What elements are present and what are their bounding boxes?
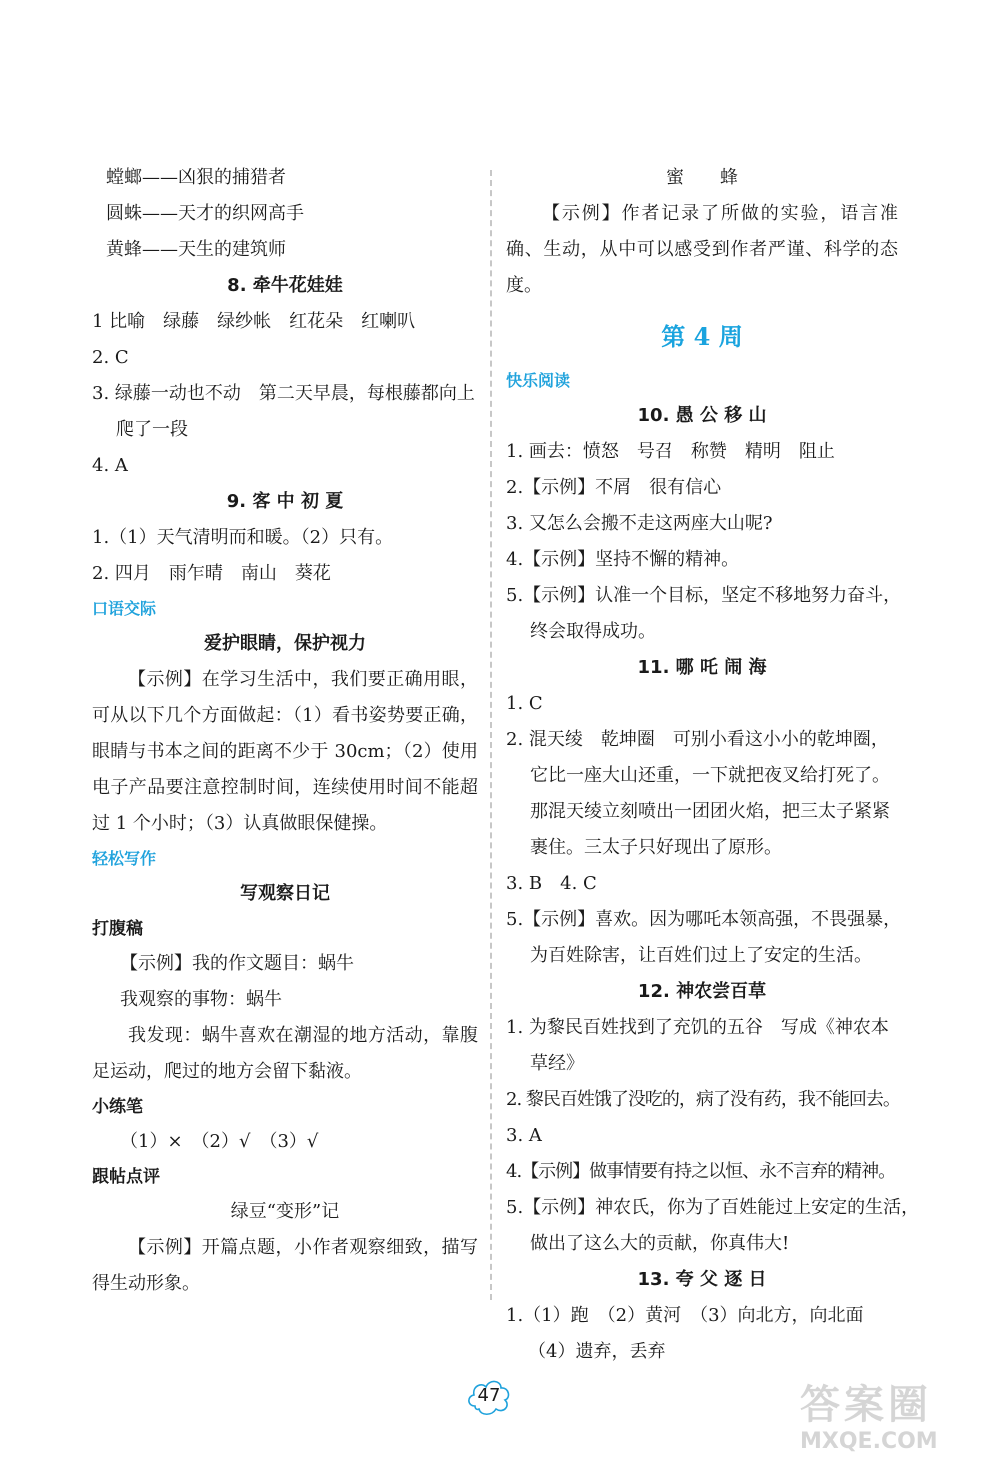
lesson-title: 8. 牵牛花娃娃: [227, 275, 343, 296]
answer-line: 草经》: [530, 1053, 584, 1074]
answer-line: 3. A: [506, 1125, 542, 1146]
answer-line: 3. 又怎么会搬不走这两座大山呢?: [506, 513, 773, 534]
sub-heading: 打腹稿: [92, 919, 143, 939]
answer-line: 1.（1）天气清明而和暖。（2）只有。: [92, 527, 394, 548]
column-divider: [490, 170, 492, 1300]
answer-paragraph: 我发现：蜗牛喜欢在潮湿的地方活动，靠腹足运动，爬过的地方会留下黏液。: [92, 1025, 478, 1082]
answer-line: （1）× （2）√ （3）√: [120, 1131, 319, 1152]
answer-line: 1. C: [506, 693, 543, 714]
section-heading-oral: 口语交际: [92, 599, 157, 618]
lesson-title: 10. 愚 公 移 山: [637, 405, 767, 426]
answer-line: 1.（1）跑 （2）黄河 （3）向北方，向北面: [506, 1305, 864, 1326]
answer-line: 4. A: [92, 455, 128, 476]
answer-line: 5.【示例】喜欢。因为哪吒本领高强，不畏强暴，: [506, 909, 902, 930]
right-column: [506, 160, 920, 1370]
answer-line: 那混天绫立刻喷出一团团火焰，把三太子紧紧: [530, 801, 890, 822]
answer-line: 4.【示例】做事情要有持之以恒、永不言弃的精神。: [506, 1161, 896, 1182]
answer-line: （4）遗弃，丢弃: [528, 1341, 666, 1362]
answer-line: 1. 画去：愤怒 号召 称赞 精明 阻止: [506, 441, 835, 462]
answer-line: 做出了这么大的贡献，你真伟大!: [530, 1233, 790, 1254]
answer-line: 为百姓除害，让百姓们过上了安定的生活。: [530, 945, 872, 966]
lesson-title: 蜜 蜂: [666, 167, 738, 188]
lesson-title: 13. 夸 父 逐 日: [637, 1269, 767, 1290]
answer-line: 【示例】我的作文题目：蜗牛: [120, 953, 354, 974]
page-number-badge: [465, 1376, 513, 1416]
answer-line: 它比一座大山还重，一下就把夜叉给打死了。: [530, 765, 890, 786]
answer-line: 爬了一段: [116, 419, 188, 440]
watermark: [800, 1382, 990, 1462]
lesson-title: 爱护眼睛，保护视力: [204, 633, 366, 654]
answer-paragraph: 【示例】作者记录了所做的实验，语言准确、生动，从中可以感受到作者严谨、科学的态度。: [506, 203, 898, 296]
answer-line: 2.【示例】不屑 很有信心: [506, 477, 722, 498]
answer-line: 裹住。三太子只好现出了原形。: [530, 837, 782, 858]
answer-line: 2. 黎民百姓饿了没吃的，病了没有药，我不能回去。: [506, 1089, 900, 1110]
answer-line: 3. B 4. C: [506, 873, 597, 894]
answer-line: 黄蜂——天生的建筑师: [106, 239, 286, 260]
answer-line: 1 比喻 绿藤 绿纱帐 红花朵 红喇叭: [92, 311, 416, 332]
lesson-title: 写观察日记: [240, 883, 330, 904]
answer-paragraph: 【示例】开篇点题，小作者观察细致，描写得生动形象。: [92, 1237, 478, 1294]
section-heading-writing: 轻松写作: [92, 849, 157, 868]
answer-line: 2. C: [92, 347, 129, 368]
lesson-title: 9. 客 中 初 夏: [226, 491, 344, 512]
page-number: 47: [477, 1385, 501, 1406]
sub-heading: 跟帖点评: [92, 1167, 160, 1187]
watermark-url: MXQE.COM: [800, 1429, 938, 1454]
watermark-logo: 答案圈: [800, 1382, 932, 1428]
sub-heading: 小练笔: [92, 1097, 143, 1117]
answer-line: 3. 绿藤一动也不动 第二天早晨，每根藤都向上: [92, 383, 475, 404]
lesson-title: 11. 哪 吒 闹 海: [637, 657, 767, 678]
week-heading: 第 4 周: [661, 322, 743, 351]
answer-line: 1. 为黎民百姓找到了充饥的五谷 写成《神农本: [506, 1017, 889, 1038]
answer-line: 圆蛛——天才的织网高手: [106, 203, 304, 224]
answer-line: 2. 四月 雨乍晴 南山 葵花: [92, 563, 331, 584]
review-title: 绿豆“变形”记: [230, 1201, 340, 1222]
answer-line: 5.【示例】认准一个目标，坚定不移地努力奋斗，: [506, 585, 902, 606]
answer-line: 5.【示例】神农氏，你为了百姓能过上安定的生活，: [506, 1197, 920, 1218]
answer-line: 螳螂——凶狠的捕猎者: [106, 167, 286, 188]
lesson-title: 12. 神农尝百草: [637, 981, 767, 1002]
left-column: [92, 160, 478, 1302]
section-heading-reading: 快乐阅读: [506, 371, 571, 390]
answer-line: 我观察的事物：蜗牛: [120, 989, 282, 1010]
answer-paragraph: 【示例】在学习生活中，我们要正确用眼，可从以下几个方面做起：（1）看书姿势要正确，眼睛与书本之间的距离不少于 30cm；（2）使用电子产品要注意控制时间，连续使用时间不能超过 1 个小时；（3）认真做眼保健操。: [92, 669, 478, 834]
answer-line: 终会取得成功。: [530, 621, 656, 642]
answer-line: 2. 混天绫 乾坤圈 可别小看这小小的乾坤圈，: [506, 729, 889, 750]
answer-line: 4.【示例】坚持不懈的精神。: [506, 549, 740, 570]
